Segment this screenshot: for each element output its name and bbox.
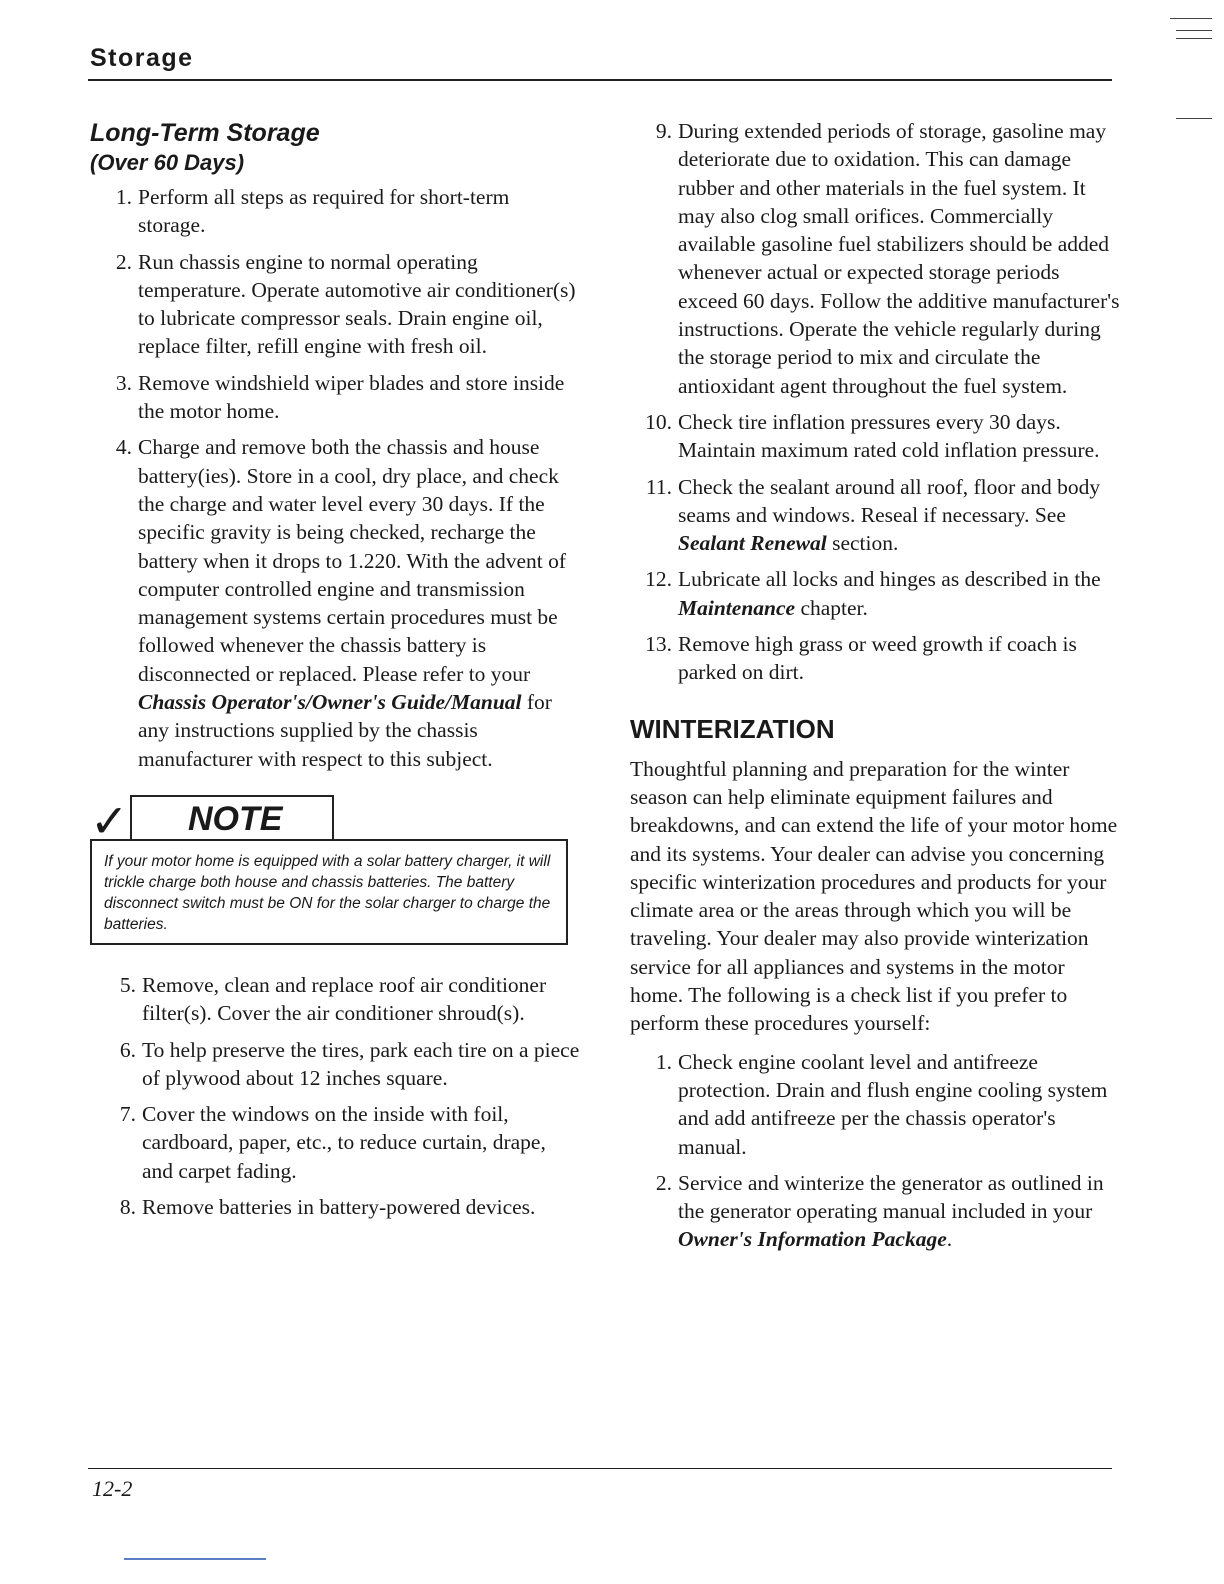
list-item: 4. Charge and remove both the chassis and house battery(ies). Store in a cool, dry place, and check the charge and water level every 30 days. If the specific gravity is being checked, recharge the battery when it drops to 1.220. With the advent of computer controlled engine and transmission management systems certain procedures must be followed whenever the chassis battery is disconnected or replaced. Please refer to your Chassis Operator's/Owner's Guide/Manual for any instructions supplied by the chassis manufacturer with respect to this subject. xyxy=(115,435,567,771)
steps-list-b xyxy=(90,971,580,1221)
list-item: 2. Service and winterize the generator as outlined in the generator operating manual included in your Owner's Information Package. xyxy=(655,1170,1104,1252)
list-item: 7. Cover the windows on the inside with foil, cardboard, paper, etc., to reduce curtain, drape, and carpet fading. xyxy=(119,1102,546,1183)
owners-package-reference: Owner's Information Package xyxy=(678,1227,947,1252)
margin-mark xyxy=(1176,38,1212,39)
sealant-renewal-reference: Sealant Renewal xyxy=(678,531,827,556)
footer-rule xyxy=(88,1468,1112,1469)
list-item: 5. Remove, clean and replace roof air conditioner filter(s). Cover the air conditioner shroud(s). xyxy=(119,972,547,1026)
list-item: 13. Remove high grass or weed growth if coach is parked on dirt. xyxy=(645,632,1077,685)
list-item: 1. Check engine coolant level and antifreeze protection. Drain and flush engine cooling system and add antifreeze per the chassis operator's manual. xyxy=(655,1049,1108,1159)
page-number: 12-2 xyxy=(92,1476,133,1501)
list-item: 11. Check the sealant around all roof, floor and body seams and windows. Reseal if necessary. See Sealant Renewal section. xyxy=(645,474,1101,556)
list-item: 8. Remove batteries in battery-powered devices. xyxy=(119,1195,536,1220)
header-rule xyxy=(88,79,1112,81)
margin-mark xyxy=(1176,30,1212,31)
winterization-title: WINTERIZATION xyxy=(630,713,835,744)
maintenance-reference: Maintenance xyxy=(678,595,796,620)
list-item: 1. Perform all steps as required for short-term storage. xyxy=(115,185,510,238)
section-subtitle: (Over 60 Days) xyxy=(90,150,245,175)
list-item: 12. Lubricate all locks and hinges as described in the Maintenance chapter. xyxy=(645,567,1101,620)
right-column xyxy=(630,117,1120,1262)
list-item: 3. Remove windshield wiper blades and store inside the motor home. xyxy=(115,370,565,424)
list-item: 10. Check tire inflation pressures every 30 days. Maintain maximum rated cold inflation pressure. xyxy=(645,409,1100,463)
margin-mark xyxy=(1176,118,1212,119)
left-column xyxy=(90,117,580,1229)
winterization-paragraph: Thoughtful planning and preparation for the winter season can help eliminate equipment failures and breakdowns, and can extend the life of your motor home and its systems. Your dealer can advise you concerning specific winterization procedures and products for your climate area or the areas through which you will be traveling. Your dealer may also provide winterization service for all appliances and systems in the motor home. The following is a check list if you prefer to perform these procedures yourself: xyxy=(630,756,1118,1036)
note-text: If your motor home is equipped with a solar battery charger, it will trickle charge both house and chassis batteries. The battery disconnect switch must be ON for the solar charger to charge the batteries. xyxy=(90,839,568,945)
list-item: 9. During extended periods of storage, gasoline may deteriorate due to oxidation. This can damage rubber and other materials in the fuel system. It may also clog small orifices. Commercially available gasoline fuel stabilizers should be added whenever actual or expected storage periods exceed 60 days. Follow the additive manufacturer's instructions. Operate the vehicle regularly during the storage period to mix and circulate the antioxidant agent throughout the fuel system. xyxy=(655,119,1120,398)
note-callout xyxy=(90,795,580,947)
chassis-manual-reference: Chassis Operator's/Owner's Guide/Manual xyxy=(138,690,522,715)
winterization-steps xyxy=(630,1048,1120,1254)
scan-edge-line xyxy=(124,1558,266,1560)
margin-mark xyxy=(1170,18,1212,19)
list-item: 2. Run chassis engine to normal operating temperature. Operate automotive air conditioner(s) to lubricate compressor seals. Drain engine oil, replace filter, refill engine with fresh oil. xyxy=(115,249,576,359)
section-title: Long-Term Storage xyxy=(90,119,320,147)
note-label: NOTE xyxy=(188,799,283,838)
header-title: Storage xyxy=(90,44,194,72)
steps-list-c xyxy=(630,117,1120,687)
checkmark-icon: ✓ xyxy=(90,793,129,848)
steps-list-a xyxy=(90,183,580,773)
note-tab xyxy=(130,795,334,841)
list-item: 6. To help preserve the tires, park each tire on a piece of plywood about 12 inches square. xyxy=(119,1037,580,1090)
